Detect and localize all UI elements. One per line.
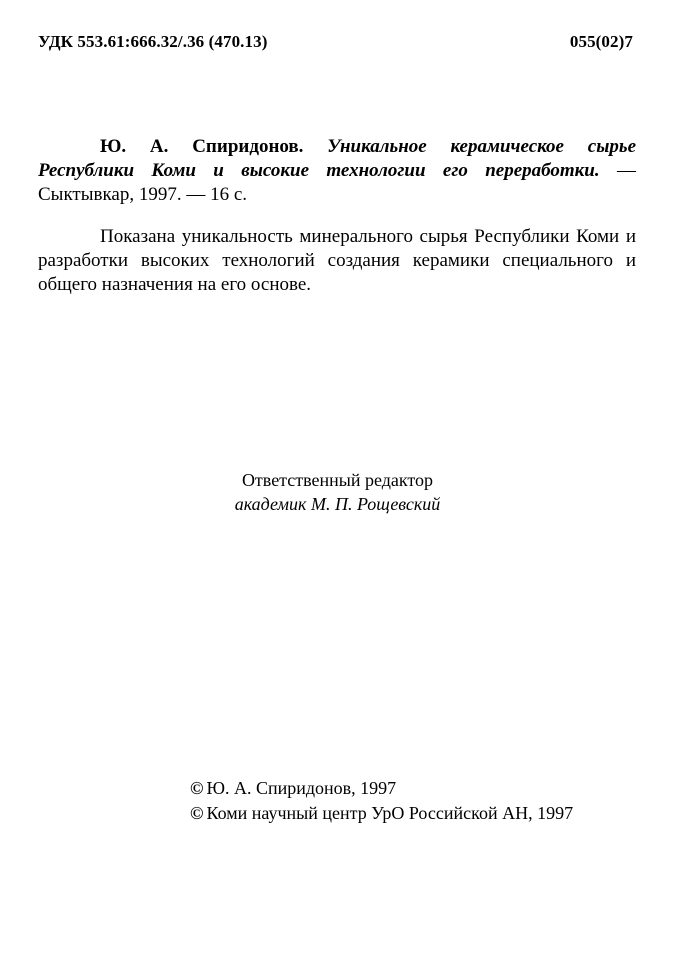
book-title: Уникальное керамическое сырье Республики Коми и высокие технологии его переработки.	[38, 136, 636, 181]
bibliographic-entry	[38, 135, 636, 207]
copyright-icon: ©	[190, 803, 204, 823]
editor-name: академик М. П. Рощевский	[234, 494, 441, 514]
copyright-text: Коми научный центр УрО Российской АН, 1997	[206, 803, 574, 823]
udk-index: УДК 553.61:666.32/.36 (470.13)	[38, 32, 268, 51]
editor-block	[0, 468, 675, 516]
copyright-block	[190, 776, 573, 826]
editor-role: Ответственный редактор	[241, 470, 434, 490]
copyright-text: Ю. А. Спиридонов, 1997	[206, 778, 397, 798]
author-name: Ю. А. Спиридонов.	[100, 136, 304, 157]
bbk-code: 055(02)7	[569, 32, 633, 51]
classification-row	[38, 32, 633, 52]
imprint: — Сыктывкар, 1997. — 16 с.	[38, 160, 637, 205]
copyright-line	[190, 776, 573, 801]
copyright-line	[190, 801, 573, 826]
copyright-icon: ©	[190, 778, 204, 798]
abstract: Показана уникальность минерального сырья Республики Коми и разработки высоких технологий создания керамики специального и общего назначения на его основе.	[38, 226, 636, 295]
